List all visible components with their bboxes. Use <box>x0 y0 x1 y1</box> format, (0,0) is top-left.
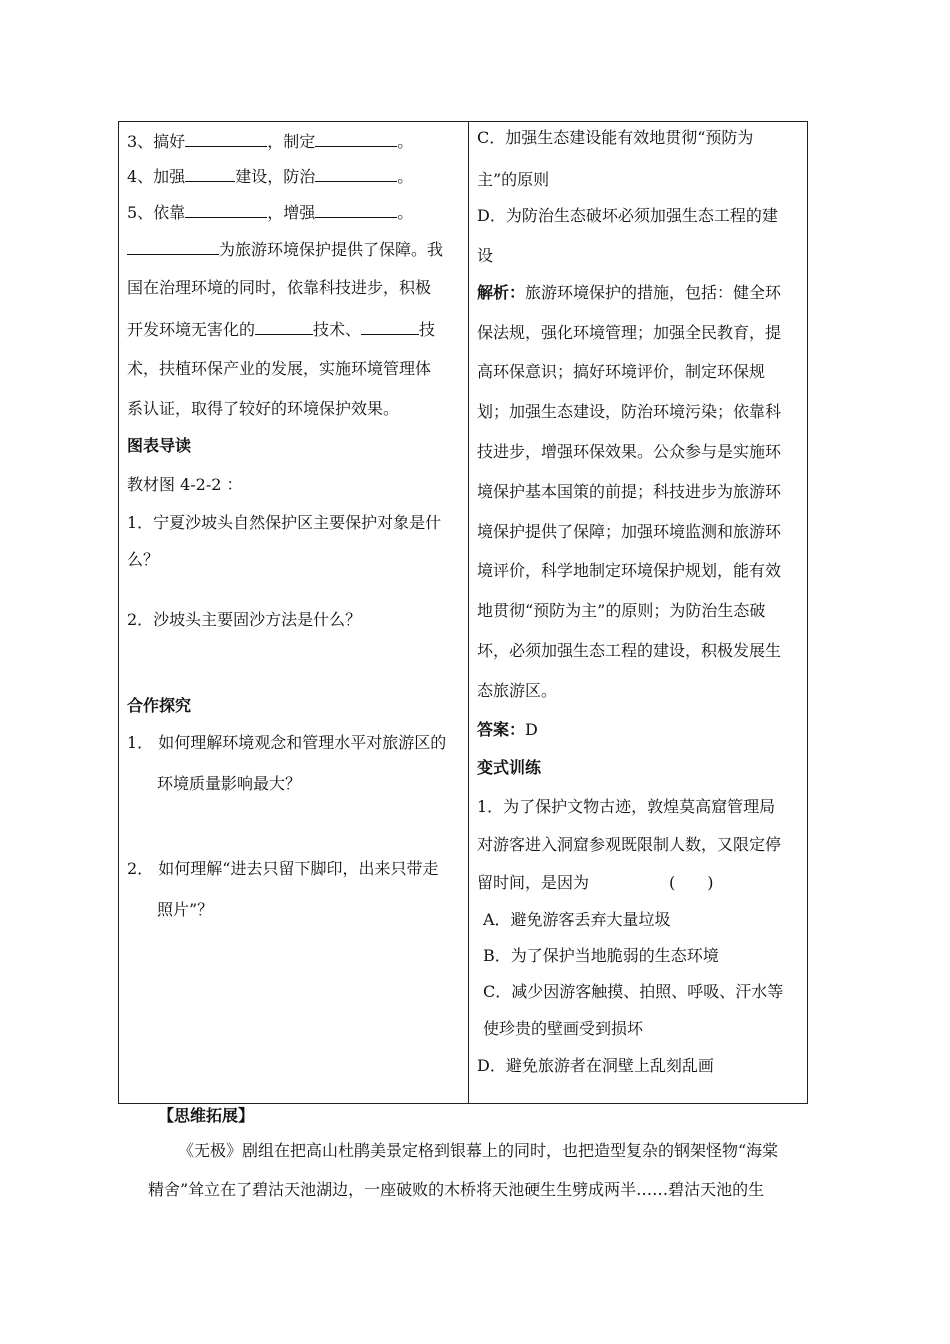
blank <box>315 130 397 147</box>
question-1: 1．宁夏沙坡头自然保护区主要保护对象是什 <box>127 513 442 532</box>
variant-question: 1．为了保护文物古迹，敦煌莫高窟管理局 <box>477 797 776 816</box>
blank <box>361 318 419 335</box>
variant-question-cont: 留时间，是因为 ( ) <box>477 873 714 892</box>
option-c-cont: 主”的原则 <box>477 170 550 189</box>
variant-question-cont: 对游客进入洞窟参观既限制人数，又限定停 <box>477 835 782 854</box>
blank <box>315 165 397 182</box>
answer-value: D <box>525 720 538 739</box>
answer-bracket: ( ) <box>669 873 714 892</box>
answer-line <box>477 720 538 740</box>
section-heading-coop: 合作探究 <box>127 696 192 715</box>
paragraph-line: 系认证，取得了较好的环境保护效果。 <box>127 399 400 418</box>
analysis-line: 地贯彻“预防为主”的原则；为防治生态破 <box>477 601 766 620</box>
extension-paragraph-line: 精舍”耸立在了碧沽天池湖边，一座破败的木桥将天池硬生生劈成两半……碧沽天池的生 <box>148 1180 765 1199</box>
analysis-line: 划；加强生态建设，防治环境污染；依靠科 <box>477 402 782 421</box>
paragraph-line: 国在治理环境的同时，依靠科技进步，积极 <box>127 278 432 297</box>
fill-line-5: 5、依靠 ，增强 。 <box>127 203 414 222</box>
analysis-line: 境保护基本国策的前提；科技进步为旅游环 <box>477 482 782 501</box>
analysis-line: 境评价，科学地制定环境保护规划，能有效 <box>477 561 782 580</box>
analysis-line: 态旅游区。 <box>477 681 558 700</box>
option-c-line: C．加强生态建设能有效地贯彻“预防为 <box>477 128 754 147</box>
analysis-line: 解析：旅游环境保护的措施，包括：健全环 <box>477 283 782 302</box>
analysis-line: 保法规，强化环境管理；加强全民教育，提 <box>477 323 782 342</box>
paragraph-line: 开发环境无害化的 技术、 技 <box>127 320 436 339</box>
question-2: 2．沙坡头主要固沙方法是什么？ <box>127 610 362 629</box>
blank <box>255 318 313 335</box>
coop-question-2: 2． 如何理解“进去只留下脚印，出来只带走 <box>127 859 439 878</box>
extension-paragraph-line: 《无极》剧组在把高山杜鹃美景定格到银幕上的同时，也把造型复杂的钢架怪物“海棠 <box>178 1141 779 1160</box>
coop-question-2-cont: 照片”？ <box>157 900 214 919</box>
figure-reference: 教材图 4-2-2 ： <box>127 475 243 494</box>
fill-line-4: 4、加强 建设，防治 。 <box>127 167 414 186</box>
blank <box>315 201 397 218</box>
question-1-cont: 么？ <box>127 550 160 569</box>
extension-heading: 【思维拓展】 <box>158 1106 255 1125</box>
option-c: C．减少因游客触摸、拍照、呼吸、汗水等 <box>483 982 784 1001</box>
option-d: D．避免旅游者在洞壁上乱刻乱画 <box>477 1056 714 1075</box>
column-divider <box>468 122 469 1103</box>
analysis-label: 解析： <box>477 283 526 302</box>
content-table <box>118 121 808 1104</box>
blank <box>127 238 219 255</box>
coop-question-1: 1． 如何理解环境观念和管理水平对旅游区的 <box>127 733 447 752</box>
section-heading-variant: 变式训练 <box>477 758 542 777</box>
answer-label: 答案： <box>477 720 526 739</box>
paragraph-line: 为旅游环境保护提供了保障。我 <box>127 238 443 260</box>
coop-question-1-cont: 环境质量影响最大？ <box>157 774 302 793</box>
paragraph-line: 术，扶植环保产业的发展，实施环境管理体 <box>127 359 432 378</box>
blank <box>185 201 267 218</box>
analysis-line: 境保护提供了保障；加强环境监测和旅游环 <box>477 522 782 541</box>
fill-line-3: 3、搞好 ，制定 。 <box>127 132 414 151</box>
blank <box>185 165 235 182</box>
analysis-line: 技进步，增强环保效果。公众参与是实施环 <box>477 442 782 461</box>
option-b: B．为了保护当地脆弱的生态环境 <box>483 946 719 965</box>
analysis-line: 高环保意识；搞好环境评价，制定环保规 <box>477 362 766 381</box>
section-heading-chart: 图表导读 <box>127 436 192 455</box>
blank <box>185 130 267 147</box>
option-d-cont: 设 <box>477 246 494 265</box>
option-c-cont: 使珍贵的壁画受到损坏 <box>483 1019 644 1038</box>
option-a: A．避免游客丢弃大量垃圾 <box>483 910 671 929</box>
option-d-line: D．为防治生态破坏必须加强生态工程的建 <box>477 206 778 225</box>
analysis-line: 坏，必须加强生态工程的建设，积极发展生 <box>477 641 782 660</box>
